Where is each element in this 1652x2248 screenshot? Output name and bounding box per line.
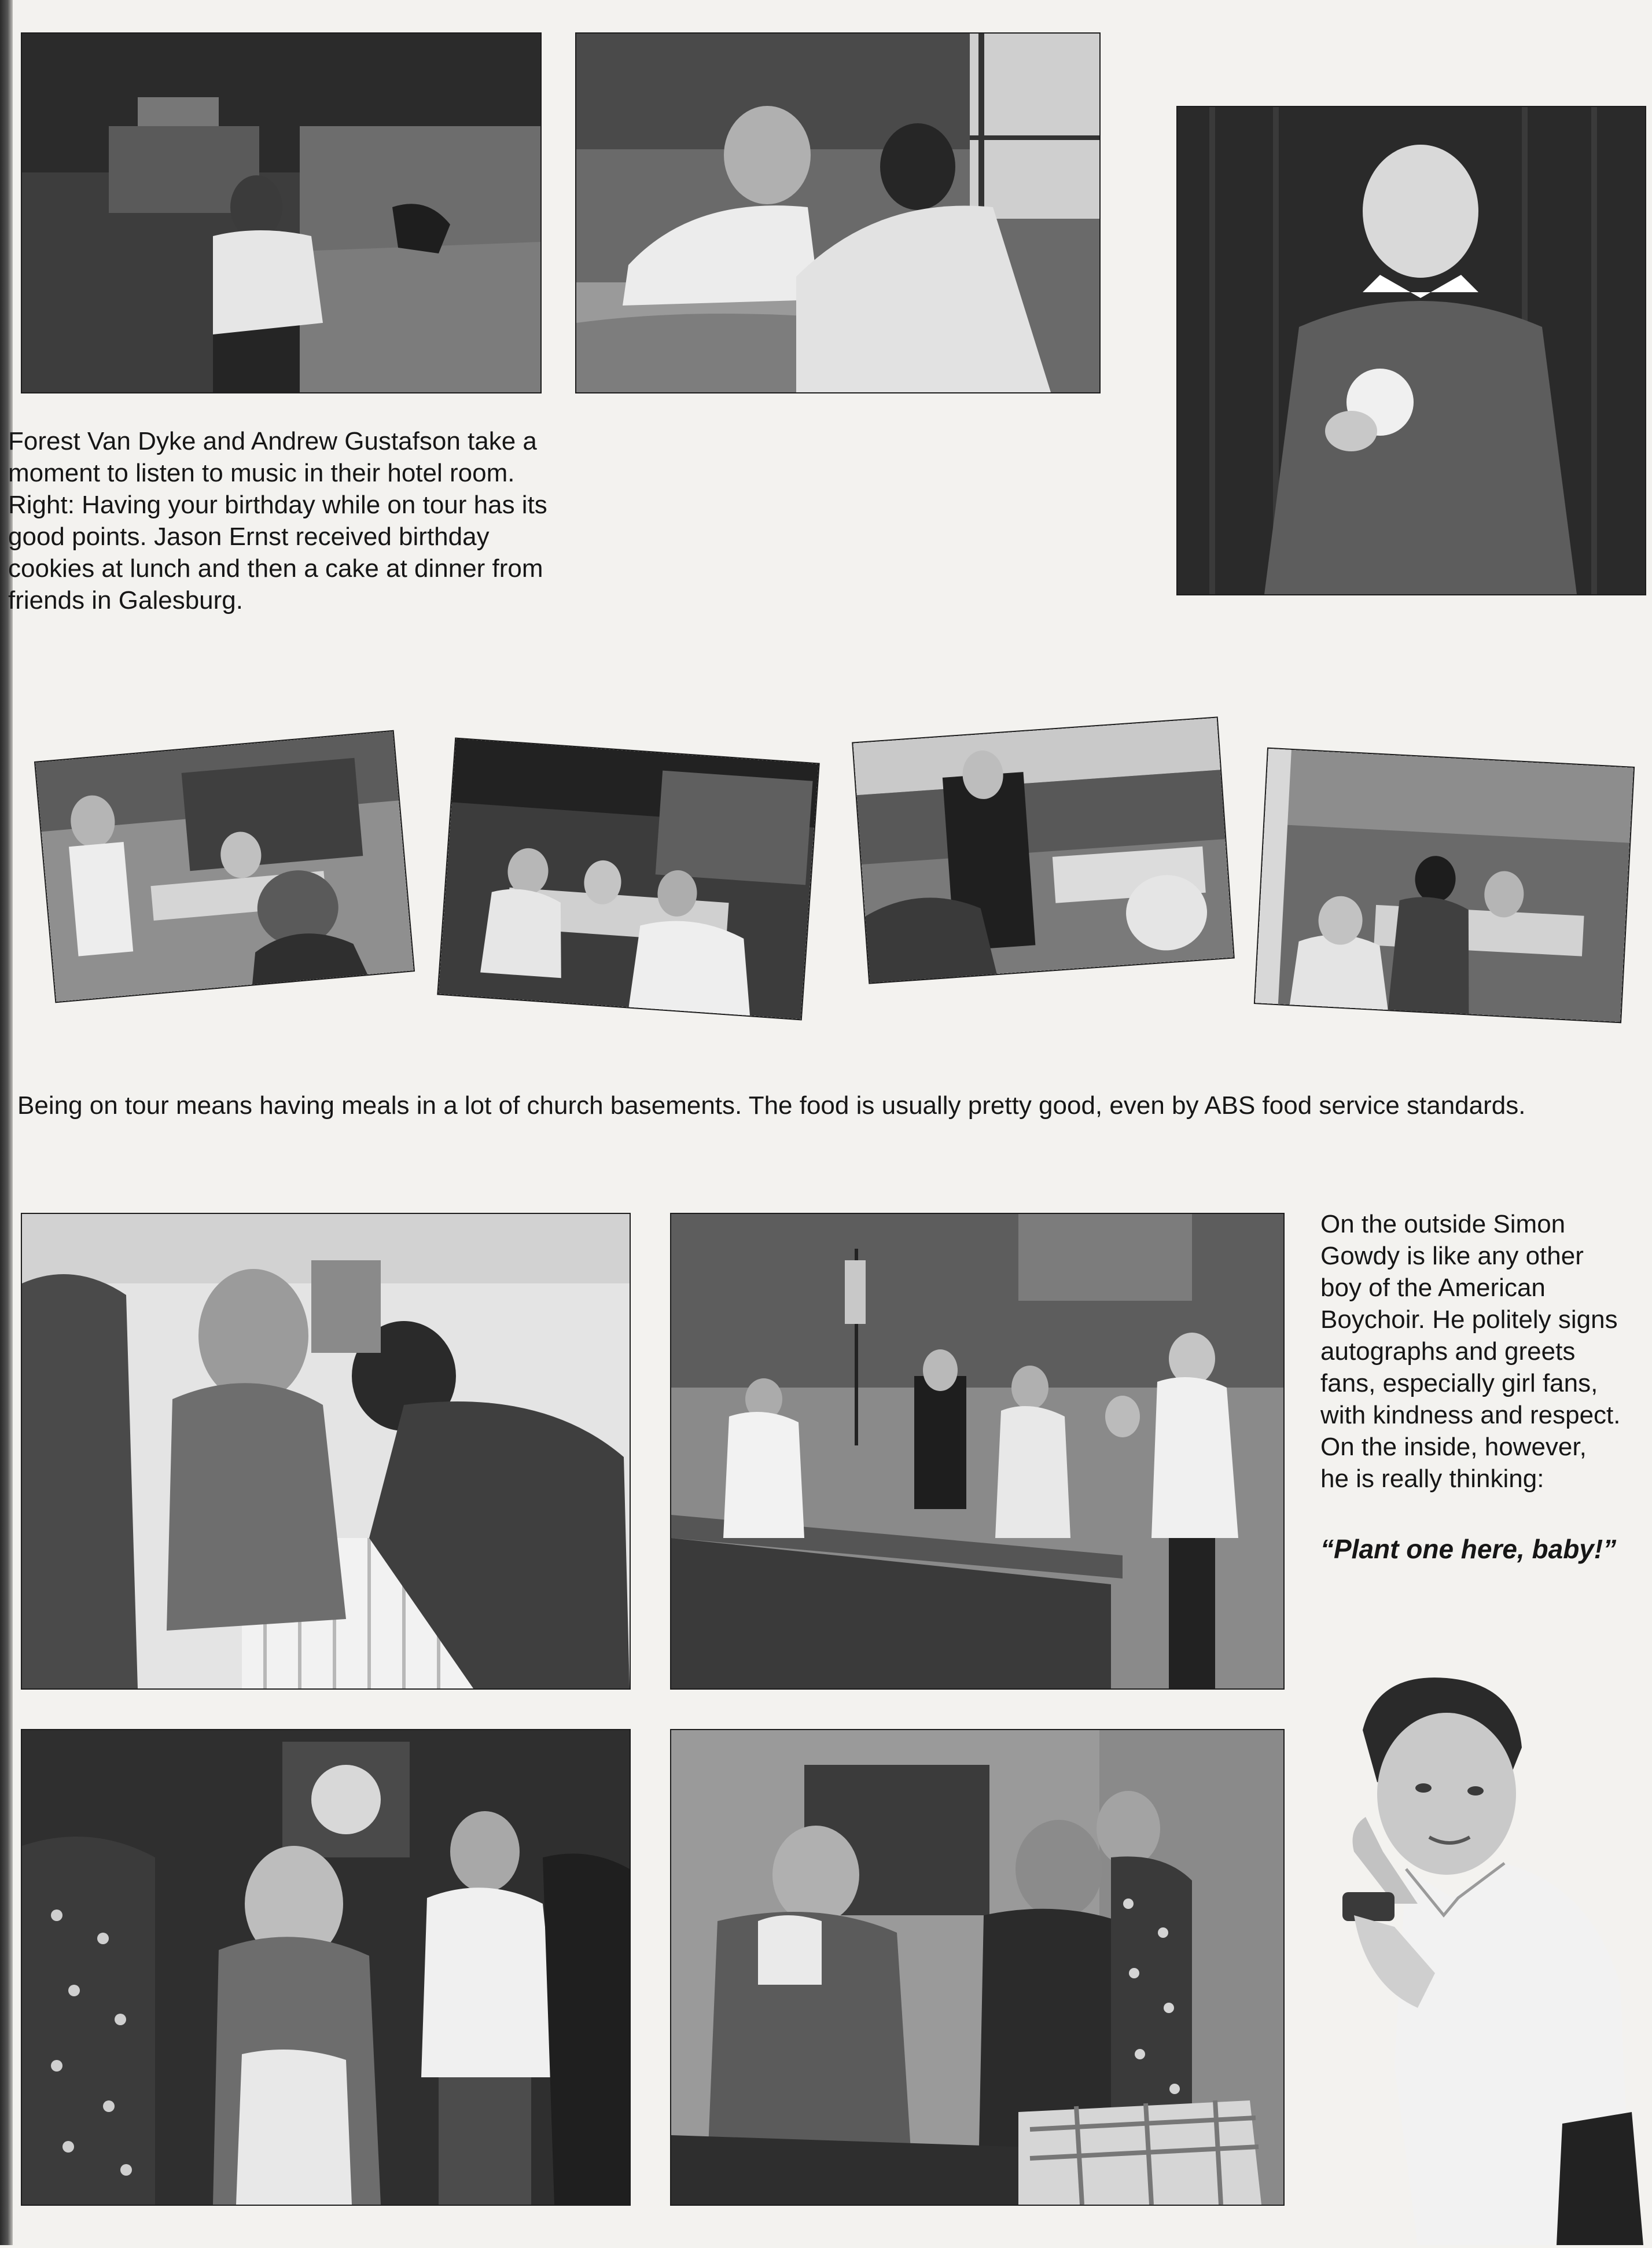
plant-one-quote: “Plant one here, baby!” [1320, 1534, 1617, 1564]
photo-hotel-room-headphones [22, 34, 540, 392]
photo-meal-church-basement-1 [35, 731, 414, 1002]
photo-meal-church-basement-3 [853, 718, 1233, 983]
photo-meal-church-basement-2 [438, 739, 818, 1020]
photo-fans-gathering [22, 1730, 630, 2205]
cutout-simon-gowdy [1319, 1661, 1643, 2245]
page-binding-edge [0, 0, 13, 2245]
simon-gowdy-caption: On the outside Simon Gowdy is like any other boy of the American Boychoir. He politely signs autographs and greets fans, especially girl fans, with kindness and respect. On the inside, however, he is really thinking: [1320, 1210, 1621, 1493]
photo-meal-church-basement-4 [1255, 749, 1633, 1022]
photo-birthday-cookie-boy [1178, 107, 1645, 594]
photo-church-pews-fans [671, 1214, 1283, 1688]
photo-autograph-signing [22, 1214, 630, 1688]
hotel-birthday-caption: Forest Van Dyke and Andrew Gustafson take a moment to listen to music in their hotel room. Right: Having your birthday while on tour has its good points. Jason Ernst received birthday cookies at lunch and then a cake at dinner from friends in Galesburg. [8, 427, 547, 615]
photo-fans-talking [671, 1730, 1283, 2205]
photo-hotel-room-two-boys [576, 34, 1099, 392]
meals-caption: Being on tour means having meals in a lot of church basements. The food is usually pretty good, even by ABS food service standards. [17, 1091, 1526, 1120]
